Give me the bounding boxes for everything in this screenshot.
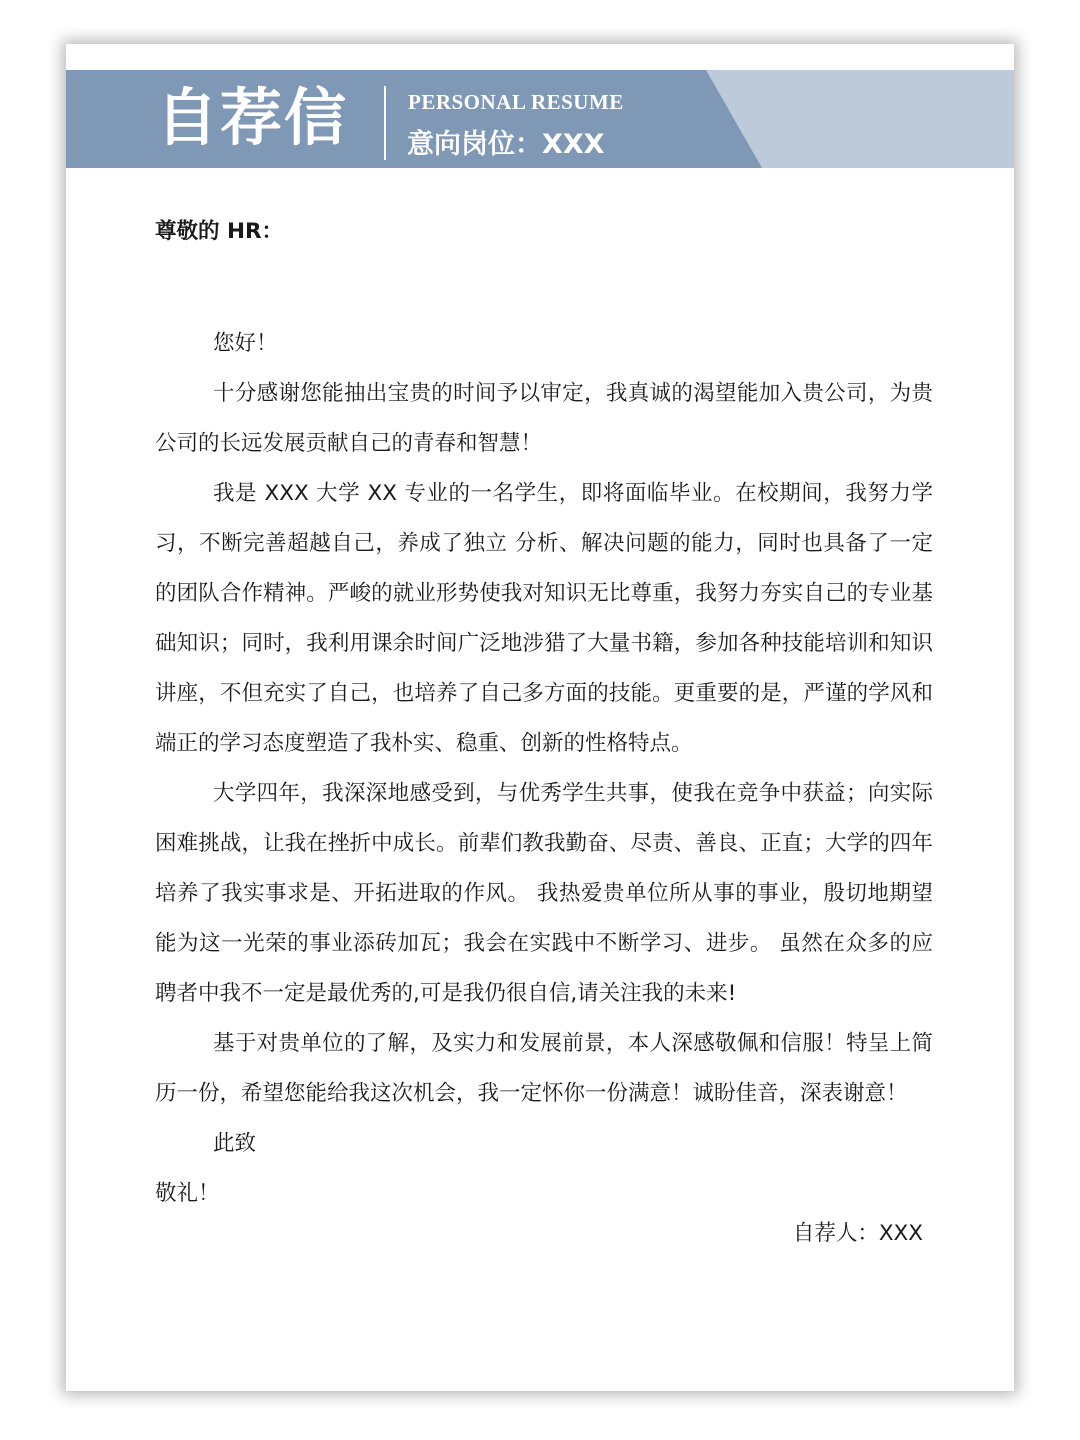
letter-page (66, 44, 1014, 1391)
paragraph: 大学四年，我深深地感受到，与优秀学生共事，使我在竞争中获益；向实际困难挑战，让我在挫折中成长。前辈们教我勤奋、尽责、善良、正直；大学的四年培养了我实事求是、开拓进取的作风。 我热爱贵单位所从事的事业，殷切地期望能为这一光荣的事业添砖加瓦；我会在实践中不断学习、进步。 虽然在众多的应聘者中我不一定是最优秀的,可是我仍很自信,请关注我的未来! (155, 781, 933, 1006)
page-title: 自荐信 (156, 81, 349, 154)
letter-body (155, 319, 933, 1219)
greeting: 您好！ (213, 331, 278, 356)
title-english: PERSONAL RESUME (408, 90, 624, 114)
target-position: 意向岗位：XXX (407, 129, 605, 160)
title-divider (384, 86, 386, 160)
paragraph: 基于对贵单位的了解，及实力和发展前景，本人深感敬佩和信服！特呈上简历一份，希望您能给我这次机会，我一定怀你一份满意！诚盼佳音，深表谢意！ (155, 1031, 933, 1106)
signature: 自荐人：XXX (792, 1221, 923, 1246)
salutation: 尊敬的 HR： (155, 219, 284, 244)
closing-regards: 敬礼！ (155, 1181, 220, 1206)
paragraph: 我是 XXX 大学 XX 专业的一名学生，即将面临毕业。在校期间，我努力学习，不断完善超越自己，养成了独立 分析、解决问题的能力，同时也具备了一定的团队合作精神。严峻的就业形势使我对知识无比尊重，我努力夯实自己的专业基础知识；同时，我利用课余时间广泛地涉猎了大量书籍，参加各种技能培训和知识讲座，不但充实了自己，也培养了自己多方面的技能。更重要的是，严谨的学风和端正的学习态度塑造了我朴实、稳重、创新的性格特点。 (155, 481, 933, 756)
closing-line: 此致 (213, 1131, 257, 1156)
paragraph: 十分感谢您能抽出宝贵的时间予以审定，我真诚的渴望能加入贵公司，为贵公司的长远发展贡献自己的青春和智慧！ (155, 381, 933, 456)
